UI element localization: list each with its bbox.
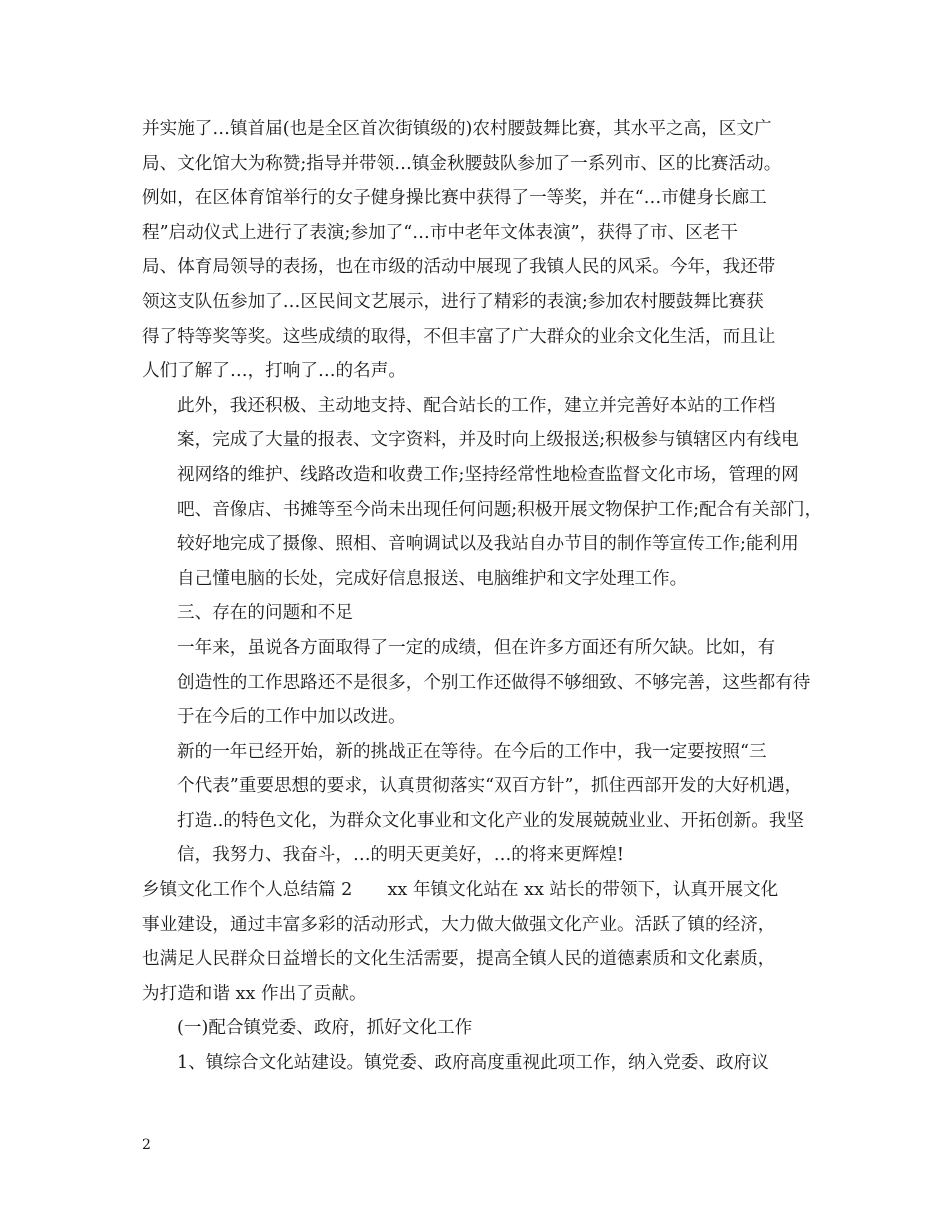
text-line: 三、存在的问题和不足 [177, 603, 353, 624]
text-line: 新的一年已经开始，新的挑战正在等待。在今后的工作中，我一定要按照“三 [177, 741, 767, 762]
text-line: 于在今后的工作中加以改进。 [177, 707, 406, 728]
paragraph [142, 735, 812, 873]
paragraph [142, 631, 812, 735]
paragraph [142, 112, 812, 389]
text-line: 创造性的工作思路还不是很多，个别工作还做得不够细致、不够完善，这些都有待 [177, 672, 811, 693]
text-line: 信，我努力、我奋斗，…的明天更美好，…的将来更辉煌! [177, 845, 624, 866]
text-line: 例如，在区体育馆举行的女子健身操比赛中获得了一等奖，并在“…市健身长廊工 [142, 188, 767, 209]
text-line: 并实施了…镇首届(也是全区首次街镇级的)农村腰鼓舞比赛，其水平之高，区文广 [142, 119, 772, 139]
text-line: 打造..的特色文化，为群众文化事业和文化产业的发展兢兢业业、开拓创新。我坚 [177, 810, 804, 831]
text-line: 一年来，虽说各方面取得了一定的成绩，但在许多方面还有所欠缺。比如，有 [177, 637, 776, 658]
text-line: 为打造和谐 xx 作出了贡献。 [142, 983, 367, 1004]
paragraph [142, 1046, 812, 1081]
text-line: 视网络的维护、线路改造和收费工作;坚持经常性地检查监督文化市场，管理的网 [177, 464, 799, 485]
text-line: 较好地完成了摄像、照相、音响调试以及我站自办节目的制作等宣传工作;能利用 [177, 534, 799, 555]
text-line: 领这支队伍参加了…区民间文艺展示，进行了精彩的表演;参加农村腰鼓舞比赛获 [142, 291, 764, 312]
text-line: 1、镇综合文化站建设。镇党委、政府高度重视此项工作，纳入党委、政府议 [177, 1053, 769, 1074]
text-line: 自己懂电脑的长处，完成好信息报送、电脑维护和文字处理工作。 [177, 568, 688, 589]
paragraph [142, 873, 812, 1011]
text-line: 得了特等奖等奖。这些成绩的取得，不但丰富了广大群众的业余文化生活，而且让 [142, 326, 776, 347]
document-body [142, 112, 823, 1081]
text-line: 局、体育局领导的表扬，也在市级的活动中展现了我镇人民的风采。今年，我还带 [142, 257, 776, 278]
text-line: 也满足人民群众日益增长的文化生活需要，提高全镇人民的道德素质和文化素质， [142, 949, 776, 970]
text-line: 案，完成了大量的报表、文字资料，并及时向上级报送;积极参与镇辖区内有线电 [177, 430, 799, 451]
page-number: 2 [142, 1137, 151, 1153]
text-line: 此外，我还积极、主动地支持、配合站长的工作，建立并完善好本站的工作档 [177, 395, 776, 416]
text-line: 吧、音像店、书摊等至今尚未出现任何问题;积极开展文物保护工作;配合有关部门， [177, 499, 823, 520]
text-line: 局、文化馆大为称赞;指导并带领…镇金秋腰鼓队参加了一系列市、区的比赛活动。 [142, 153, 782, 174]
text-line: 程”启动仪式上进行了表演;参加了“…市中老年文体表演”，获得了市、区老干 [142, 222, 738, 243]
paragraph [142, 389, 823, 597]
text-line: 事业建设，通过丰富多彩的活动形式，大力做大做强文化产业。活跃了镇的经济， [142, 914, 776, 935]
paragraph [142, 596, 812, 631]
text-line: 个代表”重要思想的要求，认真贯彻落实“双百方针”，抓住西部开发的大好机遇， [177, 776, 803, 797]
text-line: 乡镇文化工作个人总结篇 2 xx 年镇文化站在 xx 站长的带领下，认真开展文化 [142, 880, 779, 901]
text-line: 人们了解了…，打响了…的名声。 [142, 361, 406, 382]
paragraph [142, 1011, 812, 1046]
text-line: (一)配合镇党委、政府，抓好文化工作 [177, 1018, 473, 1039]
